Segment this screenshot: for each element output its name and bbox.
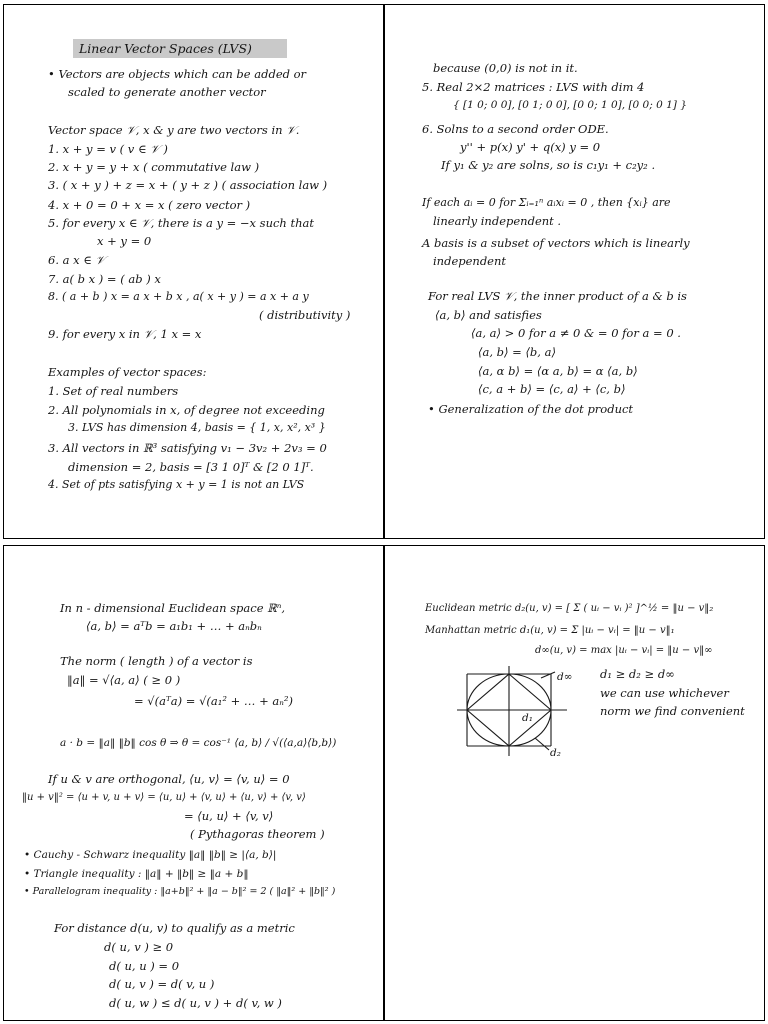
inner-product-rule-2: ⟨a, b⟩ = ⟨b, a⟩ bbox=[478, 345, 556, 359]
convenience-note-cont: norm we find convenient bbox=[600, 704, 745, 718]
because-line: because (0,0) is not in it. bbox=[433, 61, 578, 75]
superposition-line: If y₁ & y₂ are solns, so is c₁y₁ + c₂y₂ . bbox=[441, 158, 656, 172]
pythagoras-label: ( Pythagoras theorem ) bbox=[190, 827, 325, 841]
notes-page-4 bbox=[384, 545, 765, 1021]
dot-product-line: ⟨a, b⟩ = aᵀb = a₁b₁ + … + aₙbₙ bbox=[86, 619, 262, 633]
linear-independence-cont: linearly independent . bbox=[433, 214, 562, 228]
metric-rule-3: d( u, v ) = d( v, u ) bbox=[109, 977, 215, 991]
matrix-basis: { [1 0; 0 0], [0 1; 0 0], [0 0; 1 0], [0 0; 0 1] } bbox=[453, 99, 687, 111]
metric-rule-1: d( u, v ) ≥ 0 bbox=[104, 940, 174, 954]
basis-definition: A basis is a subset of vectors which is linearly bbox=[422, 236, 690, 250]
euclidean-metric: Euclidean metric d₂(u, v) = [ Σ ( uᵢ − vᵢ )² ]^½ = ‖u − v‖₂ bbox=[425, 603, 714, 614]
example-4: 4. Set of pts satisfying x + y = 1 is not an LVS bbox=[48, 478, 305, 491]
metric-rule-4: d( u, w ) ≤ d( u, v ) + d( v, w ) bbox=[109, 996, 282, 1010]
label-d1: d₁ bbox=[522, 712, 533, 724]
inner-product-rule-1: ⟨a, a⟩ > 0 for a ≠ 0 & = 0 for a = 0 . bbox=[471, 326, 681, 340]
axiom-5-cont: x + y = 0 bbox=[97, 234, 152, 248]
example-3-cont: dimension = 2, basis = [3 1 0]ᵀ & [2 0 1]ᵀ. bbox=[68, 460, 314, 474]
axiom-6: 6. a x ∈ 𝒱 bbox=[48, 253, 106, 267]
generalization-note: • Generalization of the dot product bbox=[428, 402, 634, 416]
axiom-1: 1. x + y = v ( v ∈ 𝒱 ) bbox=[48, 142, 168, 156]
example-2-cont: 3. LVS has dimension 4, basis = { 1, x, x², x³ } bbox=[68, 421, 326, 434]
intro-line: scaled to generate another vector bbox=[68, 85, 266, 99]
inner-product-header: For real LVS 𝒱, the inner product of a & b is bbox=[428, 289, 687, 303]
vector-space-header: Vector space 𝒱, x & y are two vectors in 𝒱. bbox=[48, 123, 300, 137]
example-5: 5. Real 2×2 matrices : LVS with dim 4 bbox=[422, 80, 645, 94]
pythagoras-result: = ⟨u, u⟩ + ⟨v, v⟩ bbox=[184, 809, 274, 823]
norm-eq-2: = √(aᵀa) = √(a₁² + … + aₙ²) bbox=[134, 694, 293, 708]
manhattan-metric: Manhattan metric d₁(u, v) = Σ |uᵢ − vᵢ| = ‖u − v‖₁ bbox=[425, 625, 675, 636]
ode-equation: y'' + p(x) y' + q(x) y = 0 bbox=[460, 140, 601, 154]
axiom-9: 9. for every x in 𝒱, 1 x = x bbox=[48, 327, 202, 341]
euclidean-space-line: In n - dimensional Euclidean space ℝⁿ, bbox=[60, 601, 286, 615]
axiom-2: 2. x + y = y + x ( commutative law ) bbox=[48, 160, 260, 174]
examples-header: Examples of vector spaces: bbox=[48, 365, 207, 379]
metric-rule-2: d( u, u ) = 0 bbox=[109, 959, 180, 973]
cauchy-schwarz: • Cauchy - Schwarz inequality ‖a‖ ‖b‖ ≥ |⟨a, b⟩| bbox=[24, 849, 277, 861]
axiom-3: 3. ( x + y ) + z = x + ( y + z ) ( association law ) bbox=[48, 178, 328, 192]
notes-page-2 bbox=[384, 4, 765, 539]
convenience-note: we can use whichever bbox=[600, 686, 729, 700]
page-title: Linear Vector Spaces (LVS) bbox=[79, 41, 252, 56]
norm-eq-1: ‖a‖ = √⟨a, a⟩ ( ≥ 0 ) bbox=[67, 673, 181, 687]
example-3: 3. All vectors in ℝ³ satisfying v₁ − 3v₂ + 2v₃ = 0 bbox=[48, 441, 327, 455]
axiom-7: 7. a( b x ) = ( ab ) x bbox=[48, 272, 161, 286]
triangle-inequality: • Triangle inequality : ‖a‖ + ‖b‖ ≥ ‖a + b‖ bbox=[24, 868, 249, 880]
notes-page-1 bbox=[3, 4, 384, 539]
intro-line: • Vectors are objects which can be added or bbox=[48, 67, 307, 81]
inner-product-rule-3: ⟨a, α b⟩ = ⟨α a, b⟩ = α ⟨a, b⟩ bbox=[478, 364, 638, 378]
label-dinf: d∞ bbox=[557, 671, 573, 683]
example-2: 2. All polynomials in x, of degree not exceeding bbox=[48, 403, 325, 417]
linear-independence: If each aᵢ = 0 for Σᵢ₌₁ⁿ aᵢxᵢ = 0 , then {xᵢ} are bbox=[422, 196, 671, 209]
example-6: 6. Solns to a second order ODE. bbox=[422, 122, 609, 136]
label-d2: d₂ bbox=[550, 747, 561, 759]
orthogonal-line: If u & v are orthogonal, ⟨u, v⟩ = ⟨v, u⟩ = 0 bbox=[48, 772, 290, 786]
notes-page-3 bbox=[3, 545, 384, 1021]
axiom-4: 4. x + 0 = 0 + x = x ( zero vector ) bbox=[48, 198, 251, 212]
inner-product-header-cont: ⟨a, b⟩ and satisfies bbox=[435, 308, 542, 322]
cosine-formula: a · b = ‖a‖ ‖b‖ cos θ ⇒ θ = cos⁻¹ ⟨a, b⟩ / √(⟨a,a⟩⟨b,b⟩) bbox=[60, 737, 337, 749]
axiom-8: 8. ( a + b ) x = a x + b x , a( x + y ) = a x + a y bbox=[48, 290, 309, 303]
axiom-5: 5. for every x ∈ 𝒱, there is a y = −x such that bbox=[48, 216, 314, 230]
parallelogram-law: • Parallelogram inequality : ‖a+b‖² + ‖a − b‖² = 2 ( ‖a‖² + ‖b‖² ) bbox=[24, 886, 336, 897]
norm-header: The norm ( length ) of a vector is bbox=[60, 654, 253, 668]
max-metric: d∞(u, v) = max |uᵢ − vᵢ| = ‖u − v‖∞ bbox=[535, 645, 713, 656]
pythagoras-expansion: ‖u + v‖² = ⟨u + v, u + v⟩ = ⟨u, u⟩ + ⟨v, u⟩ + ⟨u, v⟩ + ⟨v, v⟩ bbox=[22, 792, 306, 803]
basis-definition-cont: independent bbox=[433, 254, 507, 268]
diagram-pointer bbox=[541, 672, 555, 678]
metric-header: For distance d(u, v) to qualify as a metric bbox=[54, 921, 295, 935]
example-1: 1. Set of real numbers bbox=[48, 384, 179, 398]
metric-inequality: d₁ ≥ d₂ ≥ d∞ bbox=[600, 667, 675, 681]
inner-product-rule-4: ⟨c, a + b⟩ = ⟨c, a⟩ + ⟨c, b⟩ bbox=[478, 382, 626, 396]
axiom-8-note: ( distributivity ) bbox=[259, 308, 351, 322]
diagram-pointer bbox=[535, 738, 549, 750]
